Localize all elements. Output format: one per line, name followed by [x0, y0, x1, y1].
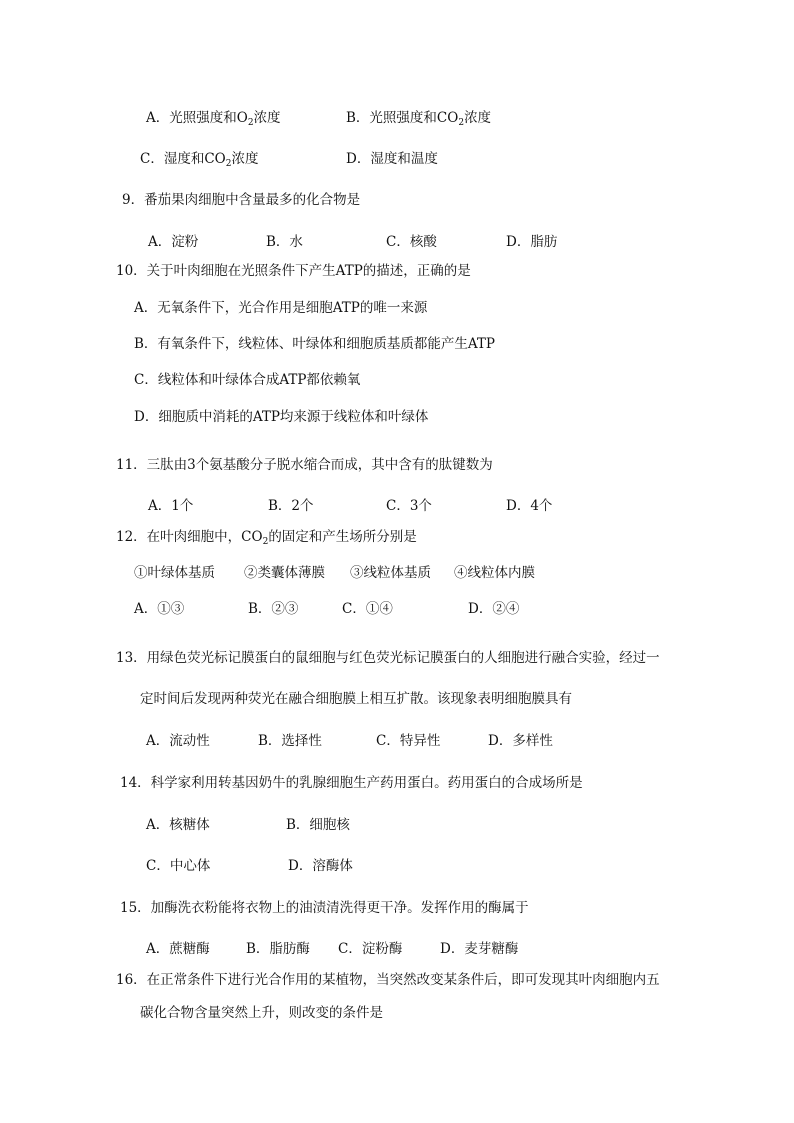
q11-stem: 11．三肽由3个氨基酸分子脱水缩合而成，其中含有的肽键数为	[116, 457, 493, 473]
q14-option-d: D．溶酶体	[288, 858, 353, 874]
q12-option-c: C．①④	[342, 601, 393, 617]
q15-option-c: C．淀粉酶	[338, 941, 403, 957]
q12-option-d: D．②④	[468, 601, 520, 617]
q13-stem-line1: 13．用绿色荧光标记膜蛋白的鼠细胞与红色荧光标记膜蛋白的人细胞进行融合实验，经过一	[116, 650, 660, 666]
q8-option-a: A．光照强度和$O_2$浓度	[146, 110, 281, 128]
q14-option-a: A．核糖体	[146, 817, 210, 833]
q15-stem: 15．加酶洗衣粉能将衣物上的油渍清洗得更干净。发挥作用的酶属于	[120, 900, 529, 916]
q10-option-d: D．细胞质中消耗的ATP均来源于线粒体和叶绿体	[134, 409, 429, 425]
q16-stem-line2: 碳化合物含量突然上升，则改变的条件是	[140, 1005, 383, 1021]
q12-item-3: ③线粒体基质	[350, 565, 431, 581]
q12-item-4: ④线粒体内膜	[454, 565, 535, 581]
q12-item-2: ②类囊体薄膜	[244, 565, 325, 581]
q8-option-c: C．湿度和$CO_2$浓度	[140, 151, 259, 169]
q10-option-b: B．有氧条件下，线粒体、叶绿体和细胞质基质都能产生ATP	[134, 336, 496, 352]
q13-stem-line2: 定时间后发现两种荧光在融合细胞膜上相互扩散。该现象表明细胞膜具有	[140, 691, 572, 707]
q12-option-a: A．①③	[134, 601, 185, 617]
q9-option-b: B．水	[266, 234, 303, 250]
q13-option-b: B．选择性	[258, 733, 322, 749]
q12-stem: 12．在叶肉细胞中，$CO_2$的固定和产生场所分别是	[116, 529, 417, 547]
q8-option-b: B．光照强度和$CO_2$浓度	[346, 110, 492, 128]
q11-option-c: C．3个	[386, 498, 432, 514]
q14-stem: 14．科学家利用转基因奶牛的乳腺细胞生产药用蛋白。药用蛋白的合成场所是	[120, 775, 583, 791]
q9-option-c: C．核酸	[386, 234, 437, 250]
q13-option-c: C．特异性	[376, 733, 441, 749]
q12-option-b: B．②③	[248, 601, 299, 617]
q11-option-d: D．4个	[506, 498, 553, 514]
q12-item-1: ①叶绿体基质	[134, 565, 215, 581]
q9-option-a: A．淀粉	[148, 234, 199, 250]
q8-option-d: D．湿度和温度	[346, 151, 438, 167]
q13-option-d: D．多样性	[488, 733, 553, 749]
q13-option-a: A．流动性	[146, 733, 210, 749]
q9-option-d: D．脂肪	[506, 234, 558, 250]
q10-stem: 10．关于叶肉细胞在光照条件下产生ATP的描述，正确的是	[116, 263, 471, 279]
q14-option-c: C．中心体	[146, 858, 211, 874]
q11-option-a: A．1个	[148, 498, 194, 514]
q15-option-b: B．脂肪酶	[246, 941, 310, 957]
q14-option-b: B．细胞核	[286, 817, 350, 833]
q10-option-c: C．线粒体和叶绿体合成ATP都依赖氧	[134, 372, 361, 388]
q15-option-a: A．蔗糖酶	[146, 941, 210, 957]
q10-option-a: A．无氧条件下，光合作用是细胞ATP的唯一来源	[134, 300, 428, 316]
q11-option-b: B．2个	[268, 498, 314, 514]
q16-stem-line1: 16．在正常条件下进行光合作用的某植物，当突然改变某条件后，即可发现其叶肉细胞内五	[116, 972, 660, 988]
q15-option-d: D．麦芽糖酶	[440, 941, 519, 957]
q9-stem: 9．番茄果肉细胞中含量最多的化合物是	[122, 192, 361, 208]
